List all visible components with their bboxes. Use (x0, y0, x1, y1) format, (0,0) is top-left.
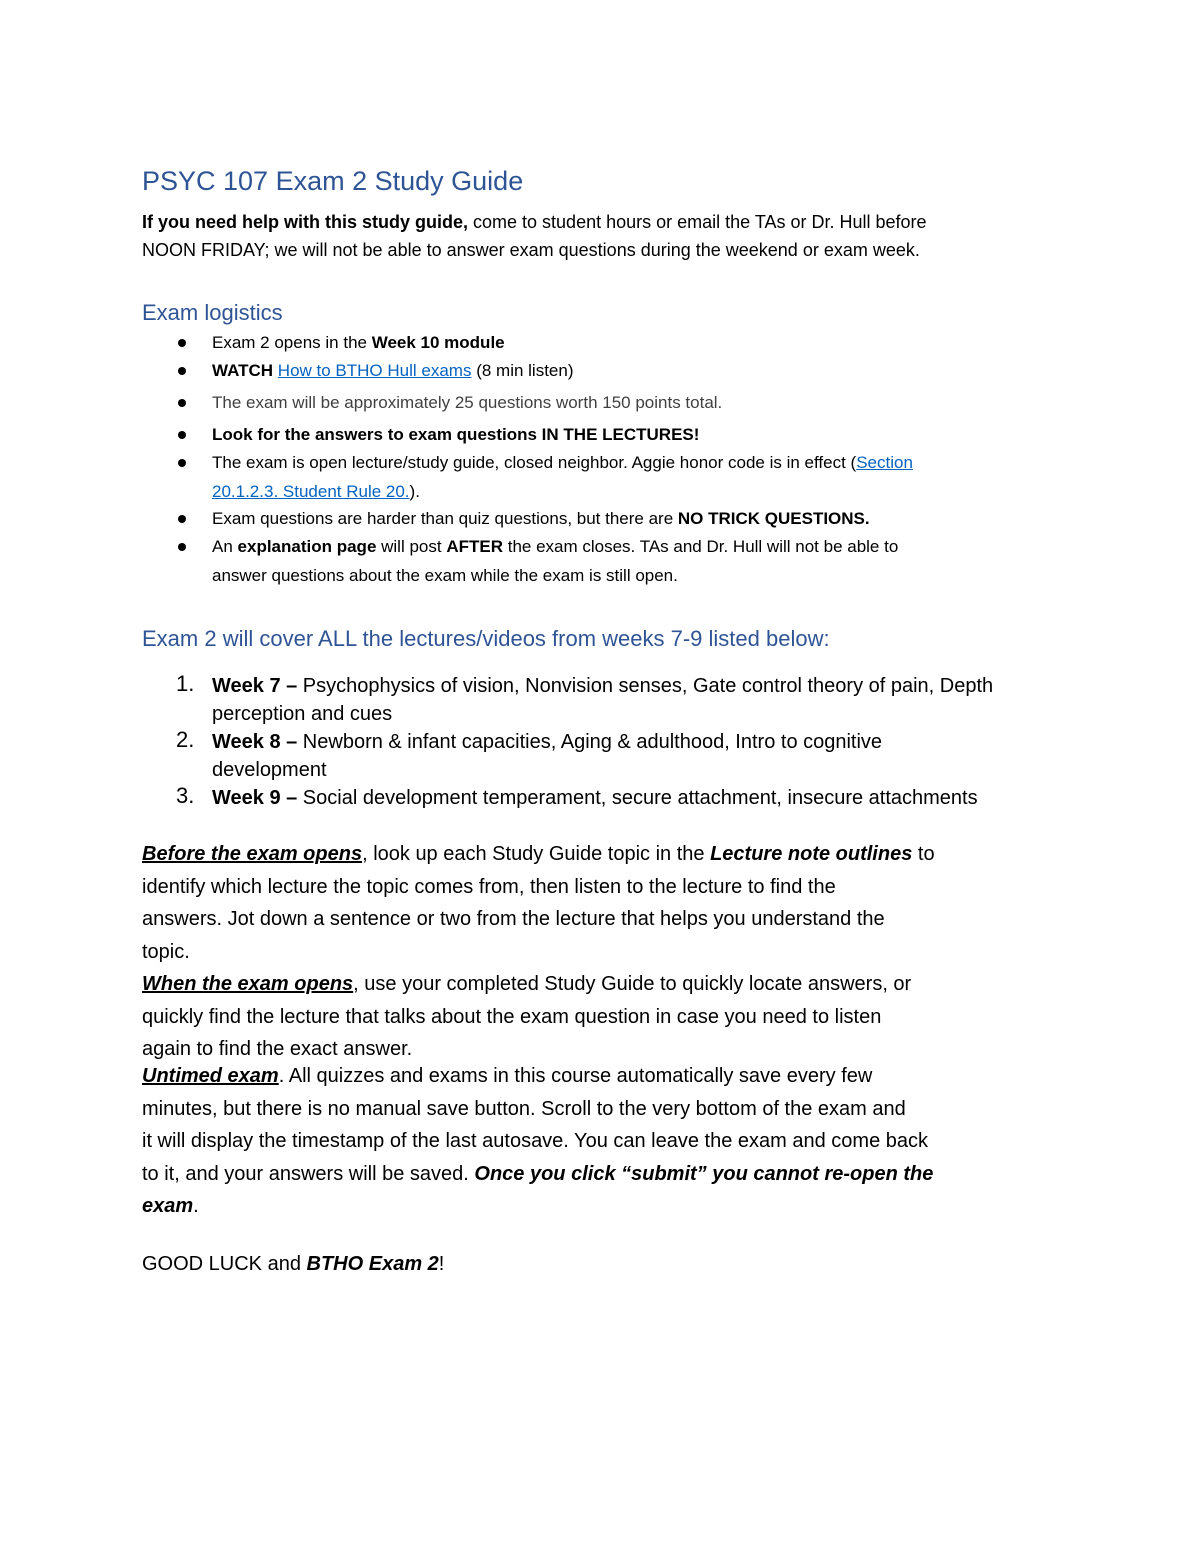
week-topics: Psychophysics of vision, Nonvision senses, Gate control theory of pain, Depth (297, 675, 994, 697)
item-text: Exam 2 opens in the (212, 333, 372, 352)
para-text: minutes, but there is no manual save button. Scroll to the very bottom of the exam and (142, 1097, 906, 1120)
week-topics: Newborn & infant capacities, Aging & adulthood, Intro to cognitive (297, 731, 883, 753)
item-text: The exam is open lecture/study guide, closed neighbor. Aggie honor code is in effect ( (212, 453, 857, 472)
item-text: will post (376, 537, 447, 556)
bullet-icon (178, 431, 186, 439)
btho-video-link[interactable]: How to BTHO Hull exams (277, 361, 472, 380)
week-label: Week 9 – (212, 787, 298, 809)
item-text: An (212, 537, 238, 556)
bullet-icon (178, 543, 186, 551)
week-item-8 (212, 728, 1072, 784)
list-number: 2. (176, 727, 195, 752)
para-text: , use your completed Study Guide to quickly locate answers, or (353, 973, 912, 995)
para-bold: Once you click “submit” you cannot re-open the (474, 1162, 934, 1185)
week-topics: Social development temperament, secure attachment, insecure attachments (297, 787, 978, 809)
logistics-item-7 (212, 532, 1052, 590)
para-lead: When the exam opens (142, 973, 354, 995)
list-number: 1. (176, 671, 195, 696)
week-item-7 (212, 672, 1072, 728)
item-bold: WATCH (212, 361, 278, 380)
bullet-icon (178, 399, 186, 407)
item-text: (8 min listen) (471, 361, 574, 380)
para-text: quickly find the lecture that talks about the exam question in case you need to listen (142, 1005, 882, 1028)
before-exam-paragraph (142, 838, 1072, 968)
logistics-item-2 (212, 356, 1052, 385)
week-topics-cont: development (212, 759, 327, 781)
student-rule-link[interactable]: Section (856, 453, 913, 472)
logistics-heading: Exam logistics (142, 300, 283, 325)
item-text: the exam closes. TAs and Dr. Hull will not be able to (503, 537, 899, 556)
closing-text: GOOD LUCK and (142, 1253, 307, 1275)
item-bold: Look for the answers to exam questions IN THE LECTURES! (212, 425, 700, 444)
para-text: topic. (142, 940, 190, 963)
para-text: . (193, 1195, 199, 1217)
list-number: 3. (176, 783, 195, 808)
closing-text: ! (438, 1253, 445, 1275)
item-bold: AFTER (446, 537, 503, 556)
help-notice-lead: If you need help with this study guide, (142, 212, 469, 232)
week-label: Week 8 – (212, 731, 298, 753)
bullet-icon (178, 515, 186, 523)
para-text: answers. Jot down a sentence or two from the lecture that helps you understand the (142, 908, 885, 930)
bullet-icon (178, 459, 186, 467)
help-notice-line2: NOON FRIDAY; we will not be able to answer exam questions during the weekend or exam week. (142, 240, 920, 260)
item-text: answer questions about the exam while the exam is still open. (212, 566, 678, 585)
week-label: Week 7 – (212, 675, 298, 697)
logistics-item-5 (212, 448, 1052, 506)
exam-opens-paragraph (142, 968, 1072, 1066)
para-text: to (912, 843, 935, 865)
week-item-9 (212, 784, 1072, 812)
closing-bold: BTHO Exam 2 (306, 1253, 439, 1275)
logistics-item-4 (212, 420, 1052, 449)
logistics-item-6 (212, 504, 1052, 533)
item-text: Exam questions are harder than quiz questions, but there are (212, 509, 678, 528)
para-bold: exam (142, 1195, 194, 1217)
para-lead: Untimed exam (142, 1065, 279, 1087)
untimed-exam-paragraph (142, 1060, 1072, 1223)
item-bold: explanation page (237, 537, 377, 556)
para-text: again to find the exact answer. (142, 1038, 413, 1060)
coverage-heading: Exam 2 will cover ALL the lectures/videos from weeks 7-9 listed below: (142, 626, 830, 651)
para-bold: Lecture note outlines (710, 843, 913, 865)
para-text: identify which lecture the topic comes from, then listen to the lecture to find the (142, 875, 836, 898)
item-bold: NO TRICK QUESTIONS. (677, 509, 870, 528)
para-text: it will display the timestamp of the last autosave. You can leave the exam and come back (142, 1130, 928, 1152)
help-notice (142, 208, 1062, 264)
closing-line (142, 1248, 1072, 1281)
item-bold: Week 10 module (371, 333, 505, 352)
para-text: , look up each Study Guide topic in the (362, 843, 711, 865)
help-notice-text: come to student hours or email the TAs or Dr. Hull before (468, 212, 927, 232)
item-text: ). (409, 482, 420, 501)
student-rule-link-cont[interactable]: 20.1.2.3. Student Rule 20. (212, 482, 410, 501)
bullet-icon (178, 367, 186, 375)
para-text: . All quizzes and exams in this course automatically save every few (278, 1065, 873, 1087)
page-title: PSYC 107 Exam 2 Study Guide (142, 166, 524, 196)
para-text: to it, and your answers will be saved. (142, 1162, 475, 1185)
bullet-icon (178, 339, 186, 347)
para-lead: Before the exam opens (142, 843, 363, 865)
week-topics-cont: perception and cues (212, 703, 393, 725)
logistics-item-3: The exam will be approximately 25 questions worth 150 points total. (212, 393, 723, 412)
logistics-item-1 (212, 328, 1052, 357)
